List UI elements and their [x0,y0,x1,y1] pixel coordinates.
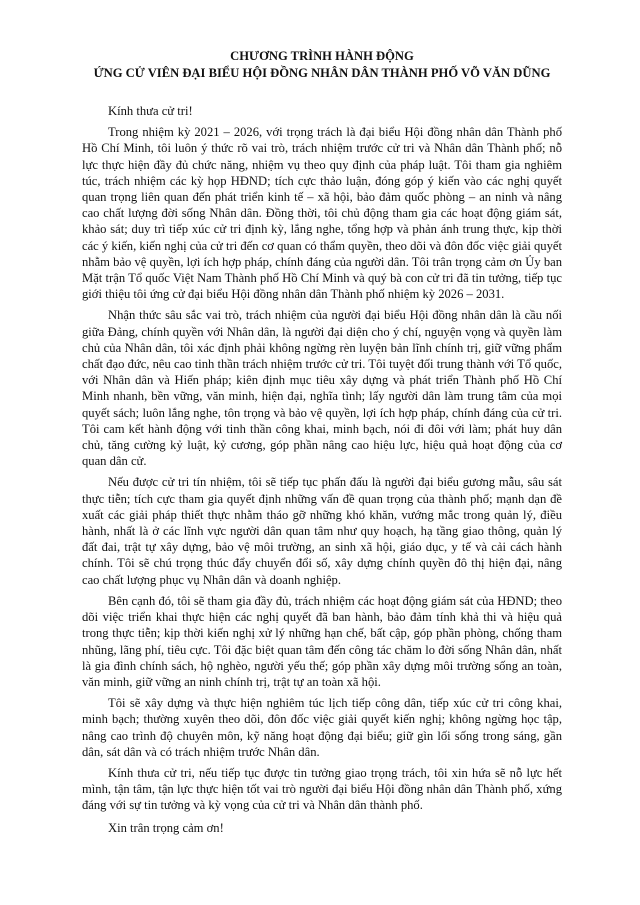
paragraph-pledge: Kính thưa cử tri, nếu tiếp tục được tin tưởng giao trọng trách, tôi xin hứa sẽ nỗ lực hết mình, tận tâm, tận lực thực hiện tốt vai trò người đại biểu Hội đồng nhân dân Thành phố, xứng đáng với sự tin tưởng và kỳ vọng của cử tri và Nhân dân thành phố. [82,765,562,813]
document-title: CHƯƠNG TRÌNH HÀNH ĐỘNG [230,49,414,63]
closing-line: Xin trân trọng cảm ơn! [108,820,224,835]
document-page [82,48,562,836]
document-subtitle: ỨNG CỬ VIÊN ĐẠI BIỂU HỘI ĐỒNG NHÂN DÂN THÀNH PHỐ VÕ VĂN DŨNG [93,66,551,80]
paragraph-commitment: Nhận thức sâu sắc vai trò, trách nhiệm của người đại biểu Hội đồng nhân dân là cầu nối giữa Đảng, chính quyền với Nhân dân, là người đại diện cho ý chí, nguyện vọng và quyền làm chủ của Nhân dân, tôi xác định phải không ngừng rèn luyện bản lĩnh chính trị, giữ vững phẩm chất đạo đức, nêu cao tinh thần trách nhiệm trước cử tri. Tôi tuyệt đối trung thành với Tổ quốc, với Nhân dân và Hiến pháp; kiên định mục tiêu xây dựng và phát triển Thành phố Hồ Chí Minh nhanh, bền vững, văn minh, hiện đại, nghĩa tình; lấy người dân làm trung tâm của mọi quyết sách; luôn lắng nghe, tôn trọng và bảo vệ quyền, lợi ích hợp pháp, chính đáng của cử tri. Tôi cam kết hành động với tinh thần công khai, minh bạch, nói đi đôi với làm; phát huy dân chủ, tăng cường kỷ luật, kỷ cương, góp phần nâng cao hiệu lực, hiệu quả hoạt động của cơ quan dân cử. [82,308,562,469]
paragraph-term-review: Trong nhiệm kỳ 2021 – 2026, với trọng trách là đại biểu Hội đồng nhân dân Thành phố Hồ Chí Minh, tôi luôn ý thức rõ vai trò, trách nhiệm trước cử tri và Nhân dân Thành phố; nỗ lực thực hiện đầy đủ chức năng, nhiệm vụ theo quy định của pháp luật. Tôi tham gia nghiêm túc, trách nhiệm các kỳ họp HĐND; tích cực thảo luận, đóng góp ý kiến vào các nghị quyết quan trọng liên quan đến phát triển kinh tế – xã hội, bảo đảm quốc phòng – an ninh và nâng cao chất lượng đời sống Nhân dân. Đồng thời, tôi chủ động tham gia các hoạt động giám sát, khảo sát; duy trì tiếp xúc cử tri định kỳ, lắng nghe, tổng hợp và phản ánh trung thực, kịp thời các ý kiến, kiến nghị của cử tri đến cơ quan có thẩm quyền, theo dõi và đôn đốc việc giải quyết nhằm bảo vệ quyền, lợi ích hợp pháp, chính đáng của người dân. Tôi trân trọng cảm ơn Ủy ban Mặt trận Tổ quốc Việt Nam Thành phố Hồ Chí Minh và quý bà con cử tri đã tin tưởng, tiếp tục giới thiệu tôi ứng cử đại biểu Hội đồng nhân dân Thành phố nhiệm kỳ 2026 – 2031. [82,125,562,302]
paragraph-priorities: Nếu được cử tri tín nhiệm, tôi sẽ tiếp tục phấn đấu là người đại biểu gương mẫu, sâu sát thực tiễn; tích cực tham gia quyết định những vấn đề quan trọng của thành phố; mạnh dạn đề xuất các giải pháp thiết thực nhằm tháo gỡ những khó khăn, vướng mắc trong quản lý, điều hành, nhất là ở các lĩnh vực người dân quan tâm như quy hoạch, hạ tầng giao thông, quản lý đất đai, trật tự xây dựng, bảo vệ môi trường, an sinh xã hội, giáo dục, y tế và cải cách hành chính. Tôi sẽ chú trọng thúc đẩy chuyển đổi số, xây dựng chính quyền đô thị hiện đại, nâng cao chất lượng phục vụ Nhân dân và doanh nghiệp. [82,475,562,587]
paragraph-citizen-contact: Tôi sẽ xây dựng và thực hiện nghiêm túc lịch tiếp công dân, tiếp xúc cử tri công khai, minh bạch; thường xuyên theo dõi, đôn đốc việc giải quyết kiến nghị; không ngừng học tập, nâng cao trình độ chuyên môn, kỹ năng hoạt động đại biểu; giữ gìn lối sống trong sáng, gần dân, sát dân và có trách nhiệm trước Nhân dân. [82,696,562,759]
salutation: Kính thưa cử tri! [108,104,193,118]
paragraph-supervision: Bên cạnh đó, tôi sẽ tham gia đầy đủ, trách nhiệm các hoạt động giám sát của HĐND; theo dõi việc triển khai thực hiện các nghị quyết đã ban hành, bảo đảm tính khả thi và hiệu quả trong thực tiễn; kịp thời kiến nghị xử lý những hạn chế, bất cập, góp phần phòng, chống tham nhũng, lãng phí, tiêu cực. Tôi đặc biệt quan tâm đến công tác chăm lo đời sống Nhân dân, nhất là gia đình chính sách, hộ nghèo, người yếu thế; góp phần xây dựng môi trường sống an toàn, văn minh, giữ vững an ninh chính trị, trật tự an toàn xã hội. [82,593,562,689]
